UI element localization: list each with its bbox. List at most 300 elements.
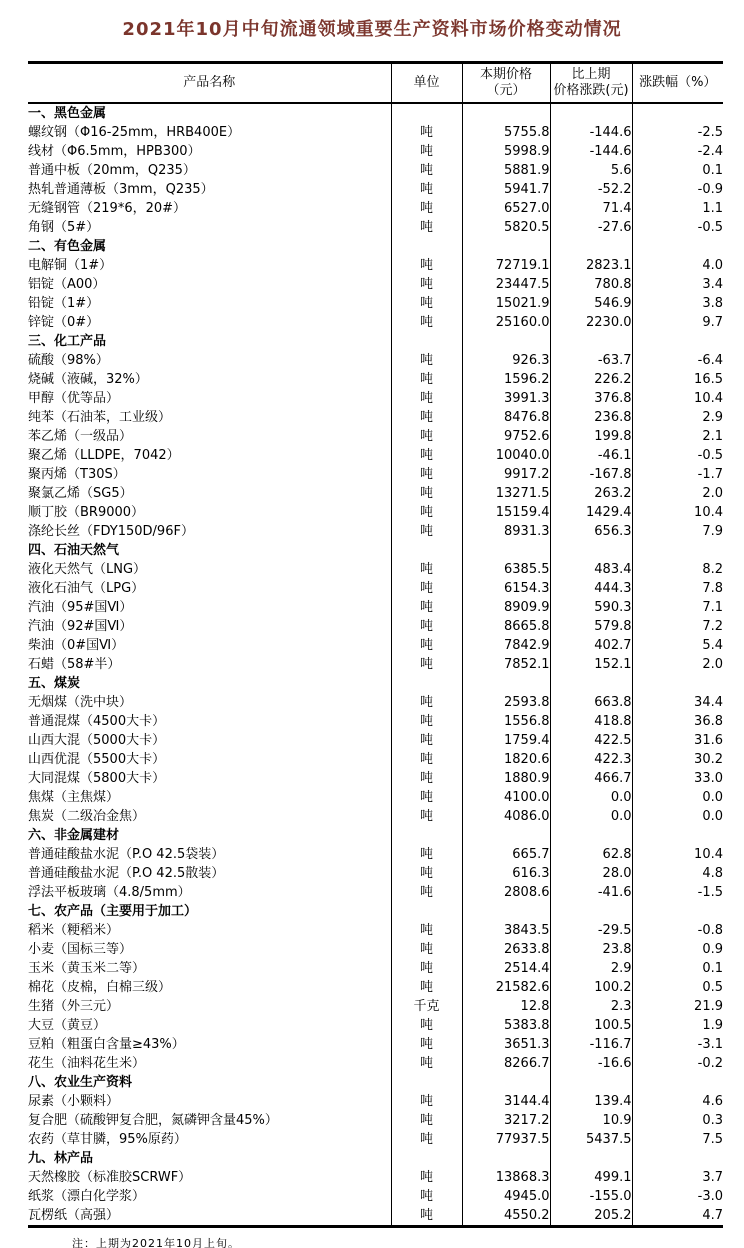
change-percent-cell: 0.3 [632, 1111, 723, 1130]
product-name-cell: 普通混煤（4500大卡） [28, 714, 166, 729]
table-row [28, 560, 723, 579]
current-price-cell: 3991.3 [462, 389, 550, 408]
current-price-cell: 1759.4 [462, 731, 550, 750]
price-change-cell: 236.8 [550, 408, 632, 427]
column-header-line: 价格涨跌(元) [553, 83, 629, 98]
section-empty-pct-cell [632, 1149, 723, 1168]
change-percent-cell: 34.4 [632, 693, 723, 712]
current-price-cell: 21582.6 [462, 978, 550, 997]
price-change-cell: 444.3 [550, 579, 632, 598]
unit-cell: 吨 [391, 1111, 462, 1130]
unit-cell: 吨 [391, 712, 462, 731]
unit-cell: 吨 [391, 750, 462, 769]
section-empty-price-cell [462, 826, 550, 845]
unit-cell: 吨 [391, 123, 462, 142]
section-empty-unit-cell [391, 1149, 462, 1168]
product-name-cell: 生猪（外三元） [28, 999, 120, 1014]
price-change-cell: 663.8 [550, 693, 632, 712]
unit-cell: 吨 [391, 921, 462, 940]
price-change-cell: 10.9 [550, 1111, 632, 1130]
unit-cell: 吨 [391, 408, 462, 427]
price-change-cell: 579.8 [550, 617, 632, 636]
unit-cell: 吨 [391, 1035, 462, 1054]
product-name-cell: 普通中板（20mm，Q235） [28, 163, 196, 178]
change-percent-cell: 7.9 [632, 522, 723, 541]
current-price-cell: 6527.0 [462, 199, 550, 218]
section-row [28, 103, 723, 123]
price-change-cell: 152.1 [550, 655, 632, 674]
section-empty-unit-cell [391, 237, 462, 256]
current-price-cell: 2593.8 [462, 693, 550, 712]
change-percent-cell: 31.6 [632, 731, 723, 750]
current-price-cell: 10040.0 [462, 446, 550, 465]
current-price-cell: 8476.8 [462, 408, 550, 427]
product-name-cell: 锌锭（0#） [28, 315, 100, 330]
unit-cell: 吨 [391, 788, 462, 807]
section-empty-price-cell [462, 332, 550, 351]
change-percent-cell: -3.0 [632, 1187, 723, 1206]
product-name-cell: 顺丁胶（BR9000） [28, 505, 145, 520]
unit-cell: 吨 [391, 427, 462, 446]
table-row [28, 161, 723, 180]
change-percent-cell: 21.9 [632, 997, 723, 1016]
current-price-cell: 1556.8 [462, 712, 550, 731]
unit-cell: 吨 [391, 1054, 462, 1073]
product-name-cell: 玉米（黄玉米二等） [28, 961, 146, 976]
change-percent-cell: 0.1 [632, 959, 723, 978]
column-header-4 [632, 63, 723, 104]
product-name-cell: 铅锭（1#） [28, 296, 100, 311]
section-empty-change-cell [550, 237, 632, 256]
unit-cell: 吨 [391, 313, 462, 332]
product-name-cell: 汽油（95#国Ⅵ） [28, 600, 133, 615]
price-change-cell: -16.6 [550, 1054, 632, 1073]
table-row [28, 408, 723, 427]
section-empty-unit-cell [391, 541, 462, 560]
table-row [28, 940, 723, 959]
section-title: 五、煤炭 [28, 676, 81, 691]
change-percent-cell: 7.8 [632, 579, 723, 598]
price-change-cell: 5437.5 [550, 1130, 632, 1149]
table-row [28, 256, 723, 275]
footnote: 注：上期为2021年10月上旬。 [72, 1237, 240, 1248]
unit-cell: 吨 [391, 275, 462, 294]
current-price-cell: 2514.4 [462, 959, 550, 978]
table-row [28, 1054, 723, 1073]
change-percent-cell: 0.1 [632, 161, 723, 180]
unit-cell: 吨 [391, 598, 462, 617]
current-price-cell: 3144.4 [462, 1092, 550, 1111]
unit-cell: 吨 [391, 579, 462, 598]
product-name-cell: 液化石油气（LPG） [28, 581, 145, 596]
section-empty-change-cell [550, 332, 632, 351]
change-percent-cell: 33.0 [632, 769, 723, 788]
table-row [28, 750, 723, 769]
section-empty-price-cell [462, 237, 550, 256]
product-name-cell: 硫酸（98%） [28, 353, 109, 368]
table-row [28, 921, 723, 940]
price-change-cell: 2.3 [550, 997, 632, 1016]
column-header-line: 单位 [413, 75, 440, 90]
section-title: 九、林产品 [28, 1151, 94, 1166]
change-percent-cell: 7.2 [632, 617, 723, 636]
price-change-cell: 263.2 [550, 484, 632, 503]
section-title: 四、石油天然气 [28, 543, 120, 558]
product-name-cell: 涤纶长丝（FDY150D/96F） [28, 524, 194, 539]
unit-cell: 吨 [391, 1130, 462, 1149]
product-name-cell: 液化天然气（LNG） [28, 562, 147, 577]
current-price-cell: 7842.9 [462, 636, 550, 655]
section-empty-price-cell [462, 1073, 550, 1092]
current-price-cell: 8931.3 [462, 522, 550, 541]
change-percent-cell: 10.4 [632, 503, 723, 522]
price-change-cell: 546.9 [550, 294, 632, 313]
change-percent-cell: -2.5 [632, 123, 723, 142]
column-header-line: 比上期 [571, 67, 611, 82]
change-percent-cell: -0.2 [632, 1054, 723, 1073]
section-title: 一、黑色金属 [28, 106, 107, 121]
product-name-cell: 焦炭（二级冶金焦） [28, 809, 146, 824]
section-empty-unit-cell [391, 1073, 462, 1092]
change-percent-cell: -2.4 [632, 142, 723, 161]
price-change-cell: 418.8 [550, 712, 632, 731]
unit-cell: 吨 [391, 636, 462, 655]
section-empty-pct-cell [632, 902, 723, 921]
product-name-cell: 纯苯（石油苯，工业级） [28, 410, 172, 425]
section-empty-pct-cell [632, 826, 723, 845]
change-percent-cell: -6.4 [632, 351, 723, 370]
product-name-cell: 普通硅酸盐水泥（P.O 42.5散装） [28, 866, 225, 881]
column-header-3 [550, 63, 632, 104]
price-change-cell: 780.8 [550, 275, 632, 294]
product-name-cell: 纸浆（漂白化学浆） [28, 1189, 146, 1204]
current-price-cell: 77937.5 [462, 1130, 550, 1149]
product-name-cell: 螺纹钢（Φ16-25mm，HRB400E） [28, 125, 241, 140]
price-change-cell: -63.7 [550, 351, 632, 370]
table-row [28, 275, 723, 294]
unit-cell: 吨 [391, 161, 462, 180]
current-price-cell: 1820.6 [462, 750, 550, 769]
section-row [28, 237, 723, 256]
section-empty-change-cell [550, 103, 632, 123]
product-name-cell: 山西大混（5000大卡） [28, 733, 166, 748]
change-percent-cell: 1.9 [632, 1016, 723, 1035]
table-row [28, 218, 723, 237]
product-name-cell: 甲醇（优等品） [28, 391, 120, 406]
column-header-line: 本期价格 [479, 67, 532, 82]
current-price-cell: 12.8 [462, 997, 550, 1016]
unit-cell: 吨 [391, 256, 462, 275]
price-change-cell: 402.7 [550, 636, 632, 655]
product-name-cell: 复合肥（硫酸钾复合肥，氮磷钾含量45%） [28, 1113, 278, 1128]
price-change-cell: -144.6 [550, 123, 632, 142]
section-empty-unit-cell [391, 902, 462, 921]
unit-cell: 吨 [391, 940, 462, 959]
section-empty-price-cell [462, 541, 550, 560]
section-empty-change-cell [550, 541, 632, 560]
change-percent-cell: 4.0 [632, 256, 723, 275]
current-price-cell: 5820.5 [462, 218, 550, 237]
current-price-cell: 6385.5 [462, 560, 550, 579]
change-percent-cell: -1.7 [632, 465, 723, 484]
table-row [28, 655, 723, 674]
section-empty-pct-cell [632, 1073, 723, 1092]
section-empty-unit-cell [391, 826, 462, 845]
section-row [28, 541, 723, 560]
price-change-cell: -116.7 [550, 1035, 632, 1054]
price-change-cell: 422.3 [550, 750, 632, 769]
current-price-cell: 9752.6 [462, 427, 550, 446]
table-row [28, 180, 723, 199]
current-price-cell: 1596.2 [462, 370, 550, 389]
unit-cell: 吨 [391, 1187, 462, 1206]
price-change-cell: 2.9 [550, 959, 632, 978]
change-percent-cell: 16.5 [632, 370, 723, 389]
section-empty-unit-cell [391, 103, 462, 123]
unit-cell: 吨 [391, 1168, 462, 1187]
product-name-cell: 豆粕（粗蛋白含量≥43%） [28, 1037, 185, 1052]
change-percent-cell: -3.1 [632, 1035, 723, 1054]
section-empty-pct-cell [632, 332, 723, 351]
price-change-cell: 199.8 [550, 427, 632, 446]
product-name-cell: 聚乙烯（LLDPE，7042） [28, 448, 180, 463]
unit-cell: 吨 [391, 294, 462, 313]
price-change-cell: -27.6 [550, 218, 632, 237]
price-change-cell: 2230.0 [550, 313, 632, 332]
current-price-cell: 72719.1 [462, 256, 550, 275]
section-title: 八、农业生产资料 [28, 1075, 133, 1090]
product-name-cell: 聚氯乙烯（SG5） [28, 486, 133, 501]
table-row [28, 389, 723, 408]
table-row [28, 731, 723, 750]
change-percent-cell: 0.0 [632, 807, 723, 826]
unit-cell: 吨 [391, 351, 462, 370]
product-name-cell: 聚丙烯（T30S） [28, 467, 126, 482]
current-price-cell: 13271.5 [462, 484, 550, 503]
price-change-cell: 23.8 [550, 940, 632, 959]
price-change-cell: 483.4 [550, 560, 632, 579]
product-name-cell: 无烟煤（洗中块） [28, 695, 133, 710]
current-price-cell: 8665.8 [462, 617, 550, 636]
price-change-cell: 466.7 [550, 769, 632, 788]
product-name-cell: 山西优混（5500大卡） [28, 752, 166, 767]
table-row [28, 1187, 723, 1206]
product-name-cell: 稻米（粳稻米） [28, 923, 120, 938]
current-price-cell: 3843.5 [462, 921, 550, 940]
change-percent-cell: 3.4 [632, 275, 723, 294]
product-name-cell: 大豆（黄豆） [28, 1018, 107, 1033]
change-percent-cell: -1.5 [632, 883, 723, 902]
unit-cell: 千克 [391, 997, 462, 1016]
section-empty-pct-cell [632, 541, 723, 560]
price-change-cell: 590.3 [550, 598, 632, 617]
product-name-cell: 烧碱（液碱，32%） [28, 372, 148, 387]
section-empty-unit-cell [391, 332, 462, 351]
table-row [28, 1168, 723, 1187]
unit-cell: 吨 [391, 465, 462, 484]
change-percent-cell: -0.5 [632, 446, 723, 465]
unit-cell: 吨 [391, 769, 462, 788]
price-change-cell: 5.6 [550, 161, 632, 180]
price-change-cell: 100.5 [550, 1016, 632, 1035]
unit-cell: 吨 [391, 1016, 462, 1035]
table-row [28, 503, 723, 522]
column-header-line: （元） [486, 83, 526, 98]
table-row [28, 446, 723, 465]
table-row [28, 807, 723, 826]
column-header-line: 产品名称 [183, 75, 236, 90]
unit-cell: 吨 [391, 959, 462, 978]
section-row [28, 902, 723, 921]
product-name-cell: 普通硅酸盐水泥（P.O 42.5袋装） [28, 847, 225, 862]
change-percent-cell: 0.0 [632, 788, 723, 807]
table-row [28, 522, 723, 541]
section-empty-change-cell [550, 1149, 632, 1168]
table-row [28, 1206, 723, 1227]
current-price-cell: 15159.4 [462, 503, 550, 522]
current-price-cell: 8909.9 [462, 598, 550, 617]
change-percent-cell: 8.2 [632, 560, 723, 579]
table-row [28, 465, 723, 484]
current-price-cell: 2633.8 [462, 940, 550, 959]
section-empty-price-cell [462, 1149, 550, 1168]
table-row [28, 123, 723, 142]
current-price-cell: 616.3 [462, 864, 550, 883]
section-empty-pct-cell [632, 237, 723, 256]
table-row [28, 1111, 723, 1130]
table-row [28, 370, 723, 389]
current-price-cell: 5383.8 [462, 1016, 550, 1035]
change-percent-cell: 2.1 [632, 427, 723, 446]
current-price-cell: 665.7 [462, 845, 550, 864]
unit-cell: 吨 [391, 617, 462, 636]
unit-cell: 吨 [391, 693, 462, 712]
price-change-cell: 100.2 [550, 978, 632, 997]
column-header-1 [391, 63, 462, 104]
unit-cell: 吨 [391, 864, 462, 883]
current-price-cell: 4086.0 [462, 807, 550, 826]
product-name-cell: 天然橡胶（标准胶SCRWF） [28, 1170, 192, 1185]
unit-cell: 吨 [391, 180, 462, 199]
section-row [28, 1073, 723, 1092]
table-row [28, 617, 723, 636]
unit-cell: 吨 [391, 370, 462, 389]
table-row [28, 351, 723, 370]
current-price-cell: 926.3 [462, 351, 550, 370]
change-percent-cell: 1.1 [632, 199, 723, 218]
table-row [28, 1035, 723, 1054]
change-percent-cell: 0.5 [632, 978, 723, 997]
unit-cell: 吨 [391, 807, 462, 826]
price-change-cell: 0.0 [550, 807, 632, 826]
unit-cell: 吨 [391, 845, 462, 864]
table-row [28, 997, 723, 1016]
table-row [28, 579, 723, 598]
product-name-cell: 尿素（小颗料） [28, 1094, 120, 1109]
unit-cell: 吨 [391, 883, 462, 902]
change-percent-cell: 2.0 [632, 484, 723, 503]
section-empty-pct-cell [632, 103, 723, 123]
unit-cell: 吨 [391, 199, 462, 218]
change-percent-cell: 7.5 [632, 1130, 723, 1149]
table-row [28, 788, 723, 807]
section-empty-change-cell [550, 1073, 632, 1092]
column-header-2 [462, 63, 550, 104]
table-row [28, 712, 723, 731]
section-empty-change-cell [550, 826, 632, 845]
unit-cell: 吨 [391, 560, 462, 579]
current-price-cell: 13868.3 [462, 1168, 550, 1187]
product-name-cell: 铝锭（A00） [28, 277, 106, 292]
price-change-cell: 2823.1 [550, 256, 632, 275]
table-row [28, 959, 723, 978]
product-name-cell: 浮法平板玻璃（4.8/5mm） [28, 885, 191, 900]
current-price-cell: 2808.6 [462, 883, 550, 902]
unit-cell: 吨 [391, 731, 462, 750]
change-percent-cell: 9.7 [632, 313, 723, 332]
section-empty-unit-cell [391, 674, 462, 693]
table-row [28, 199, 723, 218]
column-header-0 [28, 63, 391, 104]
unit-cell: 吨 [391, 1092, 462, 1111]
current-price-cell: 4945.0 [462, 1187, 550, 1206]
section-row [28, 674, 723, 693]
price-change-cell: -144.6 [550, 142, 632, 161]
current-price-cell: 5755.8 [462, 123, 550, 142]
product-name-cell: 无缝钢管（219*6，20#） [28, 201, 187, 216]
price-change-cell: -155.0 [550, 1187, 632, 1206]
product-name-cell: 花生（油料花生米） [28, 1056, 146, 1071]
current-price-cell: 7852.1 [462, 655, 550, 674]
current-price-cell: 5941.7 [462, 180, 550, 199]
change-percent-cell: 36.8 [632, 712, 723, 731]
product-name-cell: 石蜡（58#半） [28, 657, 121, 672]
section-title: 三、化工产品 [28, 334, 107, 349]
current-price-cell: 8266.7 [462, 1054, 550, 1073]
product-name-cell: 热轧普通薄板（3mm，Q235） [28, 182, 214, 197]
unit-cell: 吨 [391, 142, 462, 161]
current-price-cell: 25160.0 [462, 313, 550, 332]
change-percent-cell: 2.0 [632, 655, 723, 674]
table-row [28, 978, 723, 997]
table-row [28, 1016, 723, 1035]
product-name-cell: 农药（草甘膦，95%原药） [28, 1132, 187, 1147]
section-title: 六、非金属建材 [28, 828, 120, 843]
change-percent-cell: 10.4 [632, 845, 723, 864]
current-price-cell: 9917.2 [462, 465, 550, 484]
product-name-cell: 大同混煤（5800大卡） [28, 771, 166, 786]
current-price-cell: 15021.9 [462, 294, 550, 313]
price-change-cell: -29.5 [550, 921, 632, 940]
price-change-cell: 422.5 [550, 731, 632, 750]
current-price-cell: 4100.0 [462, 788, 550, 807]
price-change-cell: 28.0 [550, 864, 632, 883]
table-row [28, 294, 723, 313]
price-change-cell: 1429.4 [550, 503, 632, 522]
table-row [28, 845, 723, 864]
price-change-cell: 499.1 [550, 1168, 632, 1187]
current-price-cell: 3651.3 [462, 1035, 550, 1054]
table-row [28, 484, 723, 503]
product-name-cell: 棉花（皮棉，白棉三级） [28, 980, 172, 995]
unit-cell: 吨 [391, 522, 462, 541]
column-header-line: 涨跌幅（%） [639, 75, 717, 90]
change-percent-cell: 3.7 [632, 1168, 723, 1187]
section-empty-change-cell [550, 902, 632, 921]
product-name-cell: 焦煤（主焦煤） [28, 790, 120, 805]
current-price-cell: 1880.9 [462, 769, 550, 788]
price-change-cell: -46.1 [550, 446, 632, 465]
